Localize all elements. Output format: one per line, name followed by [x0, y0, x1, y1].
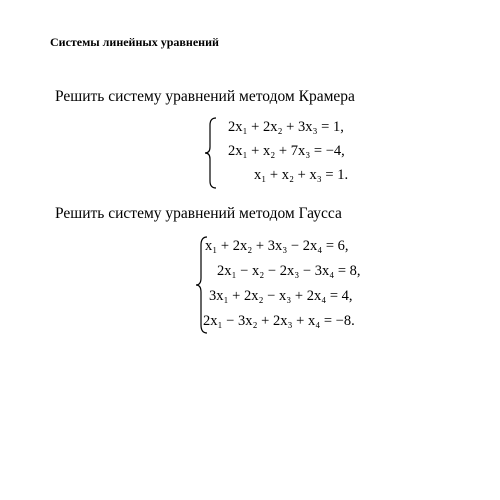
page-title: Системы линейных уравнений: [50, 35, 219, 49]
equation-line: 2x₁ − 3x₂ + 2x₃ + x₄ = −8.: [203, 313, 355, 329]
equation-line: 2x₁ + 2x₂ + 3x₃ = 1,: [228, 119, 344, 135]
equation-line: x₁ + x₂ + x₃ = 1.: [254, 167, 349, 183]
equation-system-gauss: [195, 236, 375, 334]
equation-system-cramer: [204, 117, 364, 189]
equation-line: 2x₁ − x₂ − 2x₃ − 3x₄ = 8,: [217, 263, 361, 279]
equation-line: 3x₁ + 2x₂ − x₃ + 2x₄ = 4,: [209, 288, 353, 304]
equation-line: 2x₁ + x₂ + 7x₃ = −4,: [228, 143, 345, 159]
task-gauss-prompt: Решить систему уравнений методом Гаусса: [55, 205, 342, 222]
equation-line: x₁ + 2x₂ + 3x₃ − 2x₄ = 6,: [205, 238, 349, 254]
left-brace-icon: [204, 117, 218, 189]
task-cramer-prompt: Решить систему уравнений методом Крамера: [55, 88, 355, 105]
